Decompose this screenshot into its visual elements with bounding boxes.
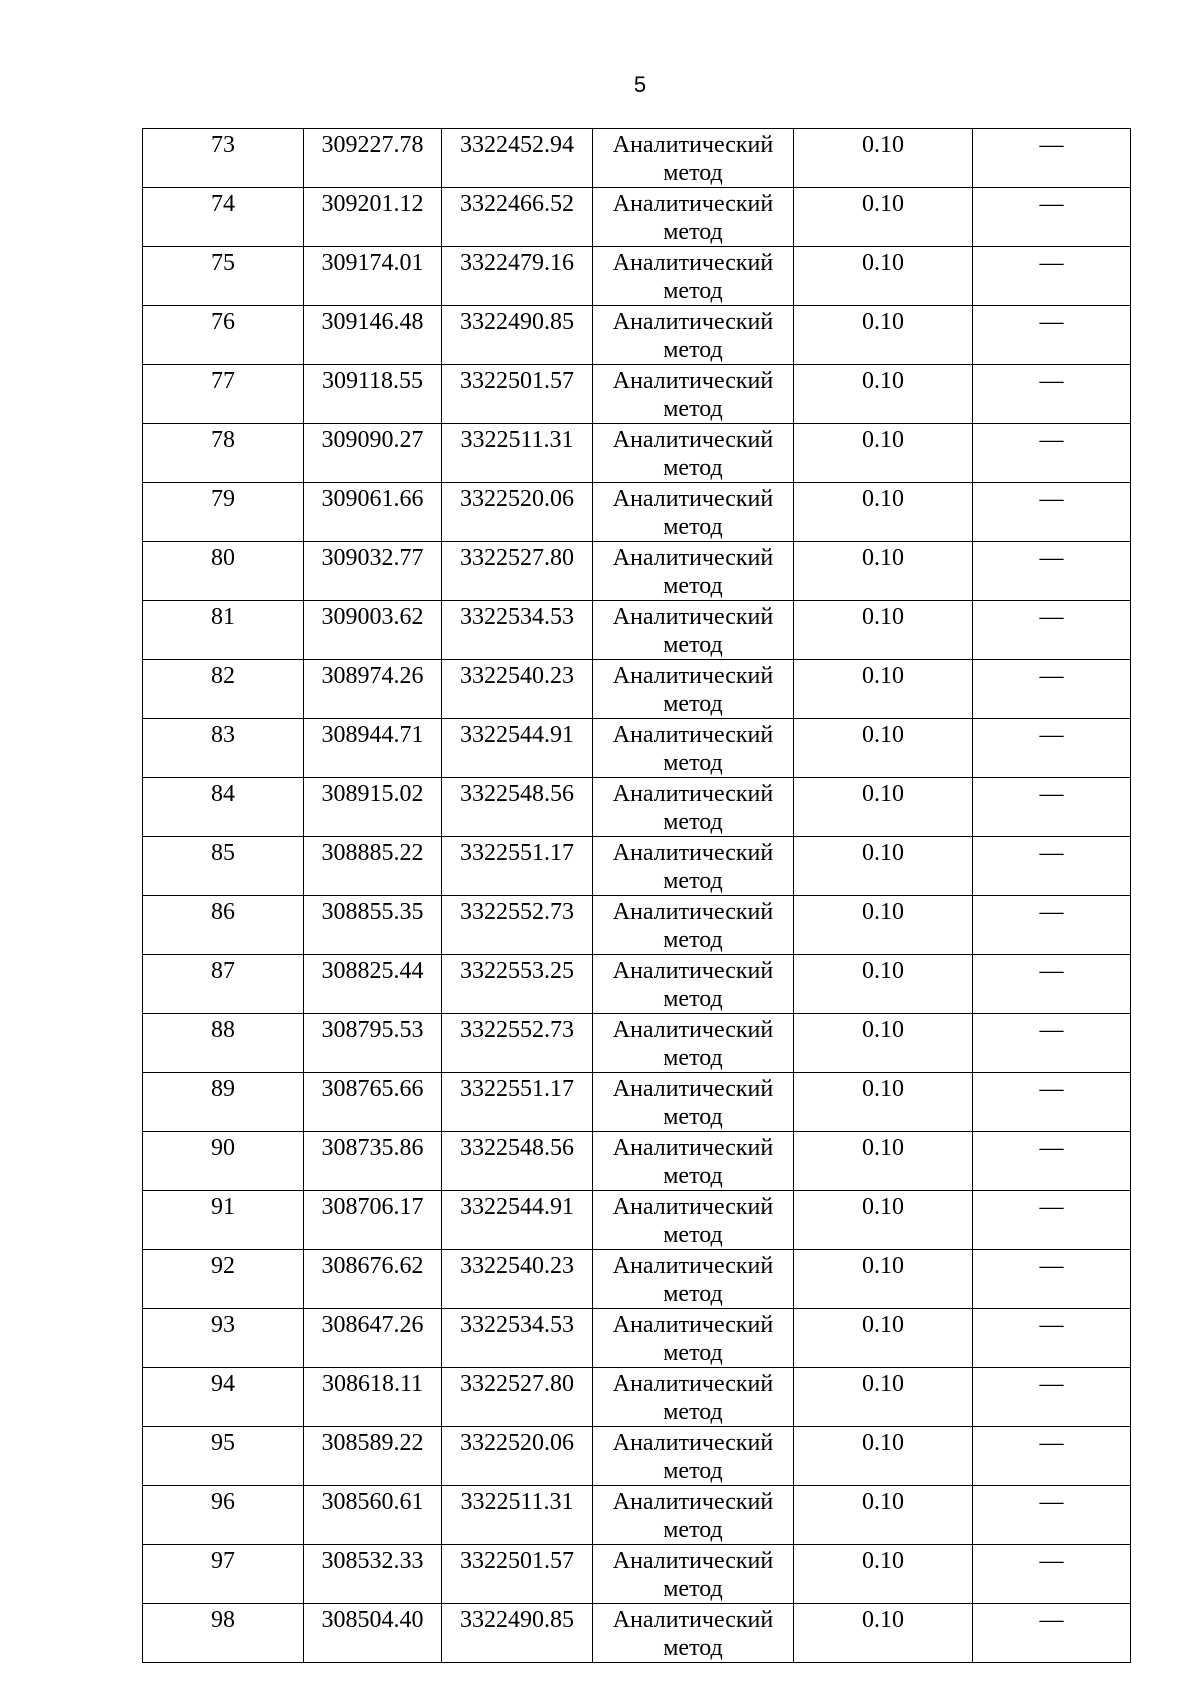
- note-cell: —: [973, 1427, 1131, 1486]
- point-number-cell: 77: [143, 365, 304, 424]
- y-coordinate-cell: 3322534.53: [442, 601, 593, 660]
- y-coordinate-cell: 3322548.56: [442, 1132, 593, 1191]
- table-row: [143, 1604, 1131, 1663]
- x-coordinate-cell: 309118.55: [304, 365, 442, 424]
- method-cell: Аналитический метод: [593, 896, 794, 955]
- note-cell: —: [973, 1604, 1131, 1663]
- point-number-cell: 80: [143, 542, 304, 601]
- x-coordinate-cell: 308647.26: [304, 1309, 442, 1368]
- x-coordinate-cell: 308915.02: [304, 778, 442, 837]
- y-coordinate-cell: 3322520.06: [442, 483, 593, 542]
- method-cell: Аналитический метод: [593, 424, 794, 483]
- y-coordinate-cell: 3322544.91: [442, 1191, 593, 1250]
- x-coordinate-cell: 309201.12: [304, 188, 442, 247]
- table-row: [143, 306, 1131, 365]
- y-coordinate-cell: 3322527.80: [442, 1368, 593, 1427]
- x-coordinate-cell: 308589.22: [304, 1427, 442, 1486]
- accuracy-cell: 0.10: [794, 247, 973, 306]
- method-cell: Аналитический метод: [593, 1604, 794, 1663]
- method-cell: Аналитический метод: [593, 1132, 794, 1191]
- method-cell: Аналитический метод: [593, 365, 794, 424]
- point-number-cell: 93: [143, 1309, 304, 1368]
- table-row: [143, 601, 1131, 660]
- x-coordinate-cell: 308855.35: [304, 896, 442, 955]
- note-cell: —: [973, 955, 1131, 1014]
- note-cell: —: [973, 306, 1131, 365]
- x-coordinate-cell: 309090.27: [304, 424, 442, 483]
- x-coordinate-cell: 309146.48: [304, 306, 442, 365]
- table-row: [143, 247, 1131, 306]
- x-coordinate-cell: 308885.22: [304, 837, 442, 896]
- table-row: [143, 188, 1131, 247]
- method-cell: Аналитический метод: [593, 247, 794, 306]
- coordinates-table-body: [143, 129, 1131, 1663]
- accuracy-cell: 0.10: [794, 1132, 973, 1191]
- y-coordinate-cell: 3322466.52: [442, 188, 593, 247]
- accuracy-cell: 0.10: [794, 660, 973, 719]
- note-cell: —: [973, 1014, 1131, 1073]
- accuracy-cell: 0.10: [794, 424, 973, 483]
- accuracy-cell: 0.10: [794, 306, 973, 365]
- point-number-cell: 97: [143, 1545, 304, 1604]
- note-cell: —: [973, 129, 1131, 188]
- coordinates-table: [142, 128, 1131, 1663]
- method-cell: Аналитический метод: [593, 188, 794, 247]
- method-cell: Аналитический метод: [593, 483, 794, 542]
- x-coordinate-cell: 308532.33: [304, 1545, 442, 1604]
- accuracy-cell: 0.10: [794, 365, 973, 424]
- accuracy-cell: 0.10: [794, 896, 973, 955]
- point-number-cell: 95: [143, 1427, 304, 1486]
- point-number-cell: 75: [143, 247, 304, 306]
- point-number-cell: 90: [143, 1132, 304, 1191]
- page-number: 5: [633, 72, 647, 97]
- note-cell: —: [973, 1132, 1131, 1191]
- point-number-cell: 87: [143, 955, 304, 1014]
- y-coordinate-cell: 3322553.25: [442, 955, 593, 1014]
- x-coordinate-cell: 308765.66: [304, 1073, 442, 1132]
- point-number-cell: 76: [143, 306, 304, 365]
- point-number-cell: 86: [143, 896, 304, 955]
- accuracy-cell: 0.10: [794, 1427, 973, 1486]
- table-row: [143, 424, 1131, 483]
- method-cell: Аналитический метод: [593, 601, 794, 660]
- accuracy-cell: 0.10: [794, 1545, 973, 1604]
- table-row: [143, 719, 1131, 778]
- table-row: [143, 1368, 1131, 1427]
- point-number-cell: 73: [143, 129, 304, 188]
- method-cell: Аналитический метод: [593, 1309, 794, 1368]
- x-coordinate-cell: 308825.44: [304, 955, 442, 1014]
- note-cell: —: [973, 1368, 1131, 1427]
- accuracy-cell: 0.10: [794, 601, 973, 660]
- note-cell: —: [973, 719, 1131, 778]
- x-coordinate-cell: 308676.62: [304, 1250, 442, 1309]
- method-cell: Аналитический метод: [593, 129, 794, 188]
- method-cell: Аналитический метод: [593, 837, 794, 896]
- x-coordinate-cell: 308706.17: [304, 1191, 442, 1250]
- point-number-cell: 98: [143, 1604, 304, 1663]
- table-row: [143, 660, 1131, 719]
- x-coordinate-cell: 309174.01: [304, 247, 442, 306]
- note-cell: —: [973, 424, 1131, 483]
- point-number-cell: 92: [143, 1250, 304, 1309]
- method-cell: Аналитический метод: [593, 660, 794, 719]
- table-row: [143, 1427, 1131, 1486]
- accuracy-cell: 0.10: [794, 955, 973, 1014]
- accuracy-cell: 0.10: [794, 1014, 973, 1073]
- point-number-cell: 88: [143, 1014, 304, 1073]
- y-coordinate-cell: 3322490.85: [442, 1604, 593, 1663]
- method-cell: Аналитический метод: [593, 542, 794, 601]
- accuracy-cell: 0.10: [794, 1604, 973, 1663]
- accuracy-cell: 0.10: [794, 1368, 973, 1427]
- point-number-cell: 89: [143, 1073, 304, 1132]
- y-coordinate-cell: 3322552.73: [442, 1014, 593, 1073]
- y-coordinate-cell: 3322452.94: [442, 129, 593, 188]
- point-number-cell: 94: [143, 1368, 304, 1427]
- method-cell: Аналитический метод: [593, 719, 794, 778]
- x-coordinate-cell: 308504.40: [304, 1604, 442, 1663]
- x-coordinate-cell: 308974.26: [304, 660, 442, 719]
- y-coordinate-cell: 3322540.23: [442, 660, 593, 719]
- method-cell: Аналитический метод: [593, 306, 794, 365]
- accuracy-cell: 0.10: [794, 719, 973, 778]
- method-cell: Аналитический метод: [593, 1486, 794, 1545]
- table-row: [143, 1073, 1131, 1132]
- method-cell: Аналитический метод: [593, 955, 794, 1014]
- x-coordinate-cell: 309227.78: [304, 129, 442, 188]
- note-cell: —: [973, 896, 1131, 955]
- table-row: [143, 1191, 1131, 1250]
- method-cell: Аналитический метод: [593, 1073, 794, 1132]
- x-coordinate-cell: 309003.62: [304, 601, 442, 660]
- note-cell: —: [973, 1250, 1131, 1309]
- table-row: [143, 129, 1131, 188]
- note-cell: —: [973, 660, 1131, 719]
- table-row: [143, 483, 1131, 542]
- point-number-cell: 74: [143, 188, 304, 247]
- method-cell: Аналитический метод: [593, 778, 794, 837]
- table-row: [143, 955, 1131, 1014]
- y-coordinate-cell: 3322548.56: [442, 778, 593, 837]
- y-coordinate-cell: 3322552.73: [442, 896, 593, 955]
- accuracy-cell: 0.10: [794, 1486, 973, 1545]
- method-cell: Аналитический метод: [593, 1368, 794, 1427]
- point-number-cell: 82: [143, 660, 304, 719]
- point-number-cell: 96: [143, 1486, 304, 1545]
- point-number-cell: 91: [143, 1191, 304, 1250]
- y-coordinate-cell: 3322551.17: [442, 1073, 593, 1132]
- table-row: [143, 896, 1131, 955]
- note-cell: —: [973, 542, 1131, 601]
- note-cell: —: [973, 365, 1131, 424]
- note-cell: —: [973, 778, 1131, 837]
- y-coordinate-cell: 3322479.16: [442, 247, 593, 306]
- note-cell: —: [973, 188, 1131, 247]
- table-row: [143, 1250, 1131, 1309]
- point-number-cell: 78: [143, 424, 304, 483]
- y-coordinate-cell: 3322540.23: [442, 1250, 593, 1309]
- table-row: [143, 1486, 1131, 1545]
- table-row: [143, 1309, 1131, 1368]
- y-coordinate-cell: 3322501.57: [442, 1545, 593, 1604]
- y-coordinate-cell: 3322551.17: [442, 837, 593, 896]
- method-cell: Аналитический метод: [593, 1014, 794, 1073]
- table-row: [143, 1132, 1131, 1191]
- point-number-cell: 84: [143, 778, 304, 837]
- y-coordinate-cell: 3322511.31: [442, 1486, 593, 1545]
- y-coordinate-cell: 3322544.91: [442, 719, 593, 778]
- x-coordinate-cell: 308735.86: [304, 1132, 442, 1191]
- accuracy-cell: 0.10: [794, 542, 973, 601]
- accuracy-cell: 0.10: [794, 188, 973, 247]
- note-cell: —: [973, 837, 1131, 896]
- point-number-cell: 81: [143, 601, 304, 660]
- note-cell: —: [973, 247, 1131, 306]
- accuracy-cell: 0.10: [794, 1191, 973, 1250]
- note-cell: —: [973, 1191, 1131, 1250]
- method-cell: Аналитический метод: [593, 1191, 794, 1250]
- x-coordinate-cell: 308618.11: [304, 1368, 442, 1427]
- method-cell: Аналитический метод: [593, 1250, 794, 1309]
- note-cell: —: [973, 1486, 1131, 1545]
- accuracy-cell: 0.10: [794, 1073, 973, 1132]
- x-coordinate-cell: 308795.53: [304, 1014, 442, 1073]
- method-cell: Аналитический метод: [593, 1427, 794, 1486]
- accuracy-cell: 0.10: [794, 129, 973, 188]
- accuracy-cell: 0.10: [794, 483, 973, 542]
- y-coordinate-cell: 3322501.57: [442, 365, 593, 424]
- y-coordinate-cell: 3322534.53: [442, 1309, 593, 1368]
- table-row: [143, 1545, 1131, 1604]
- point-number-cell: 85: [143, 837, 304, 896]
- accuracy-cell: 0.10: [794, 778, 973, 837]
- note-cell: —: [973, 1073, 1131, 1132]
- table-row: [143, 365, 1131, 424]
- note-cell: —: [973, 601, 1131, 660]
- x-coordinate-cell: 309032.77: [304, 542, 442, 601]
- table-row: [143, 778, 1131, 837]
- accuracy-cell: 0.10: [794, 1309, 973, 1368]
- accuracy-cell: 0.10: [794, 1250, 973, 1309]
- point-number-cell: 79: [143, 483, 304, 542]
- accuracy-cell: 0.10: [794, 837, 973, 896]
- method-cell: Аналитический метод: [593, 1545, 794, 1604]
- point-number-cell: 83: [143, 719, 304, 778]
- y-coordinate-cell: 3322527.80: [442, 542, 593, 601]
- note-cell: —: [973, 1545, 1131, 1604]
- note-cell: —: [973, 483, 1131, 542]
- x-coordinate-cell: 308944.71: [304, 719, 442, 778]
- x-coordinate-cell: 309061.66: [304, 483, 442, 542]
- table-row: [143, 542, 1131, 601]
- y-coordinate-cell: 3322520.06: [442, 1427, 593, 1486]
- note-cell: —: [973, 1309, 1131, 1368]
- x-coordinate-cell: 308560.61: [304, 1486, 442, 1545]
- table-row: [143, 837, 1131, 896]
- table-row: [143, 1014, 1131, 1073]
- y-coordinate-cell: 3322490.85: [442, 306, 593, 365]
- y-coordinate-cell: 3322511.31: [442, 424, 593, 483]
